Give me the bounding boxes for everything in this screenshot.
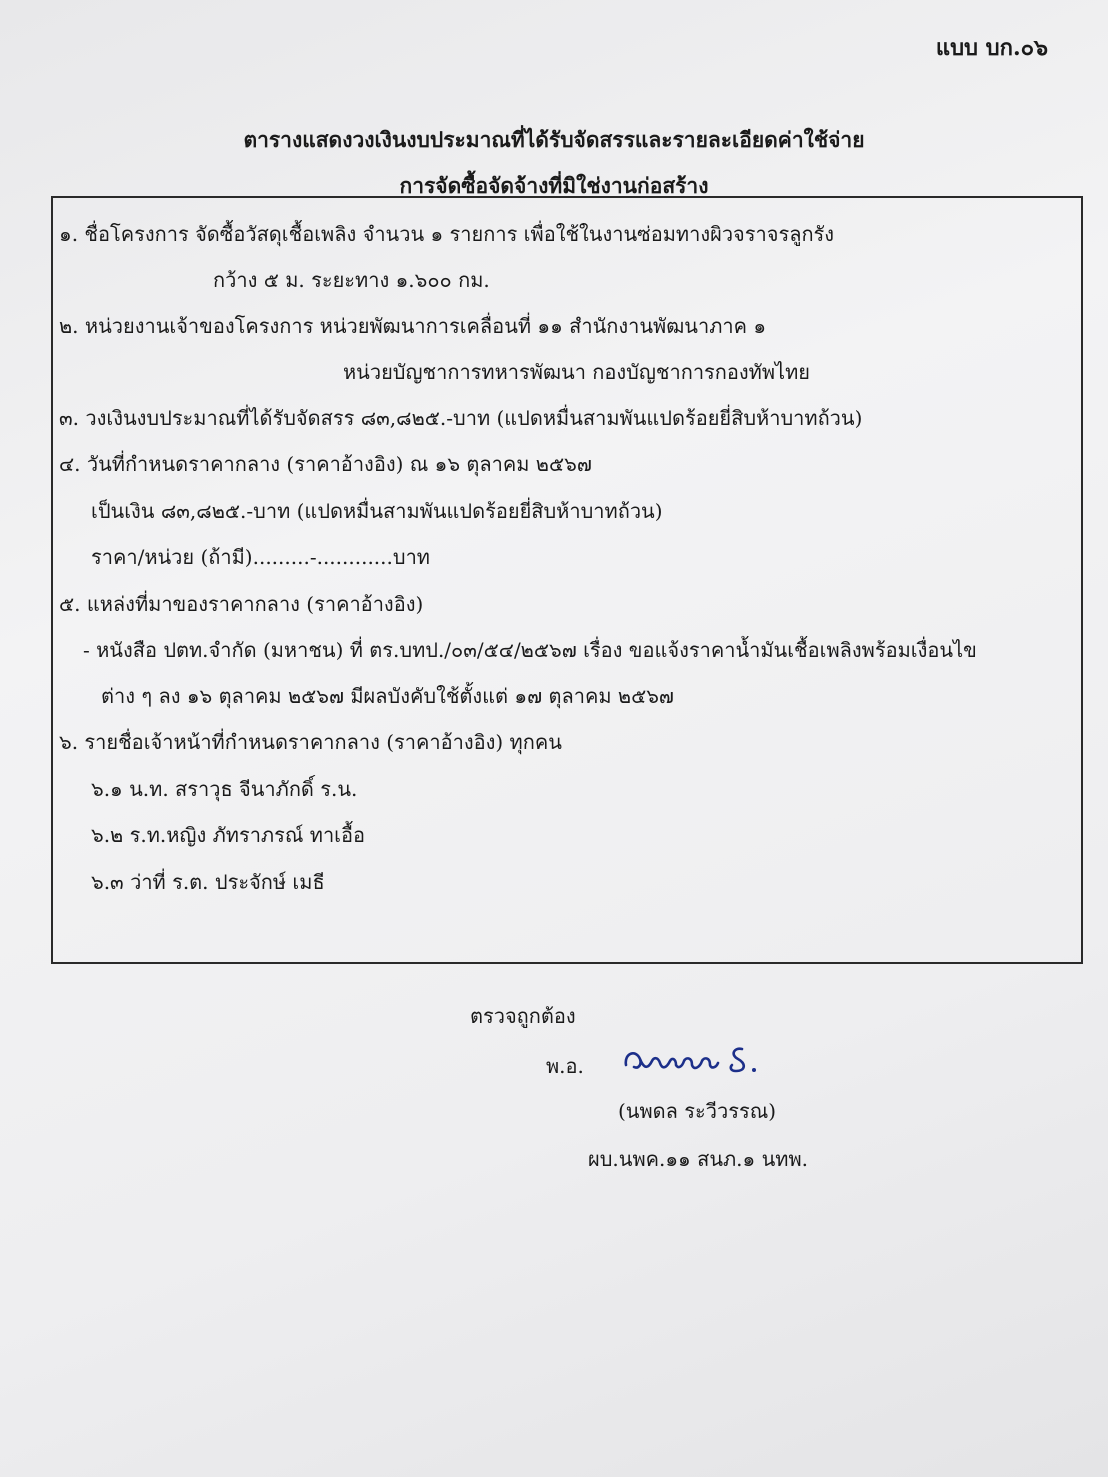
committee-member-2: ๖.๒ ร.ท.หญิง ภัทราภรณ์ ทาเอื้อ [91,823,366,847]
item-3-budget: ๓. วงเงินงบประมาณที่ได้รับจัดสรร ๘๓,๘๒๕.-บาท (แปดหมื่นสามพันแปดร้อยยี่สิบห้าบาทถ้วน) [59,406,863,430]
item-2-owner-unit: ๒. หน่วยงานเจ้าของโครงการ หน่วยพัฒนาการเคลื่อนที่ ๑๑ สำนักงานพัฒนาภาค ๑ [59,314,767,338]
item-1-continuation: กว้าง ๕ ม. ระยะทาง ๑.๖๐๐ กม. [213,268,490,292]
item-2-continuation: หน่วยบัญชาการทหารพัฒนา กองบัญชาการกองทัพไทย [343,360,811,384]
handwritten-signature [618,1035,768,1085]
committee-member-3: ๖.๓ ว่าที่ ร.ต. ประจักษ์ เมธี [91,870,325,894]
form-code: แบบ บก.๐๖ [935,35,1048,61]
item-4-reference-date: ๔. วันที่กำหนดราคากลาง (ราคาอ้างอิง) ณ ๑๖ ตุลาคม ๒๕๖๗ [59,452,592,476]
document-title-line2: การจัดซื้อจัดจ้างที่มิใช่งานก่อสร้าง [399,173,709,198]
item-1-project-name: ๑. ชื่อโครงการ จัดซื้อวัสดุเชื้อเพลิง จำนวน ๑ รายการ เพื่อใช้ในงานซ่อมทางผิวจราจรลูกรัง [59,222,835,246]
signer-name: (นพดล ระวีวรรณ) [618,1099,777,1123]
certify-label: ตรวจถูกต้อง [470,1004,576,1028]
item-4-unit-price: ราคา/หน่วย (ถ้ามี).........-............บาท [91,545,430,569]
item-5-source-continuation: ต่าง ๆ ลง ๑๖ ตุลาคม ๒๕๖๗ มีผลบังคับใช้ตั้งแต่ ๑๗ ตุลาคม ๒๕๖๗ [101,684,674,708]
committee-member-1: ๖.๑ น.ท. สราวุธ จีนาภักดิ์ ร.น. [91,777,358,801]
document-title-line1: ตารางแสดงวงเงินงบประมาณที่ได้รับจัดสรรและรายละเอียดค่าใช้จ่าย [243,127,865,152]
item-6-committee: ๖. รายชื่อเจ้าหน้าที่กำหนดราคากลาง (ราคาอ้างอิง) ทุกคน [59,730,562,754]
details-box [51,196,1083,964]
item-5-price-source: ๕. แหล่งที่มาของราคากลาง (ราคาอ้างอิง) [59,592,424,616]
signer-rank: พ.อ. [546,1054,584,1078]
item-4-amount: เป็นเงิน ๘๓,๘๒๕.-บาท (แปดหมื่นสามพันแปดร้อยยี่สิบห้าบาทถ้วน) [91,499,663,523]
signer-position: ผบ.นพค.๑๑ สนภ.๑ นทพ. [588,1147,808,1171]
item-5-source-detail: - หนังสือ ปตท.จำกัด (มหาชน) ที่ ตร.บทป./๐๓/๕๔/๒๕๖๗ เรื่อง ขอแจ้งราคาน้ำมันเชื้อเพลิงพร้อมเงื่อนไข [83,638,977,662]
